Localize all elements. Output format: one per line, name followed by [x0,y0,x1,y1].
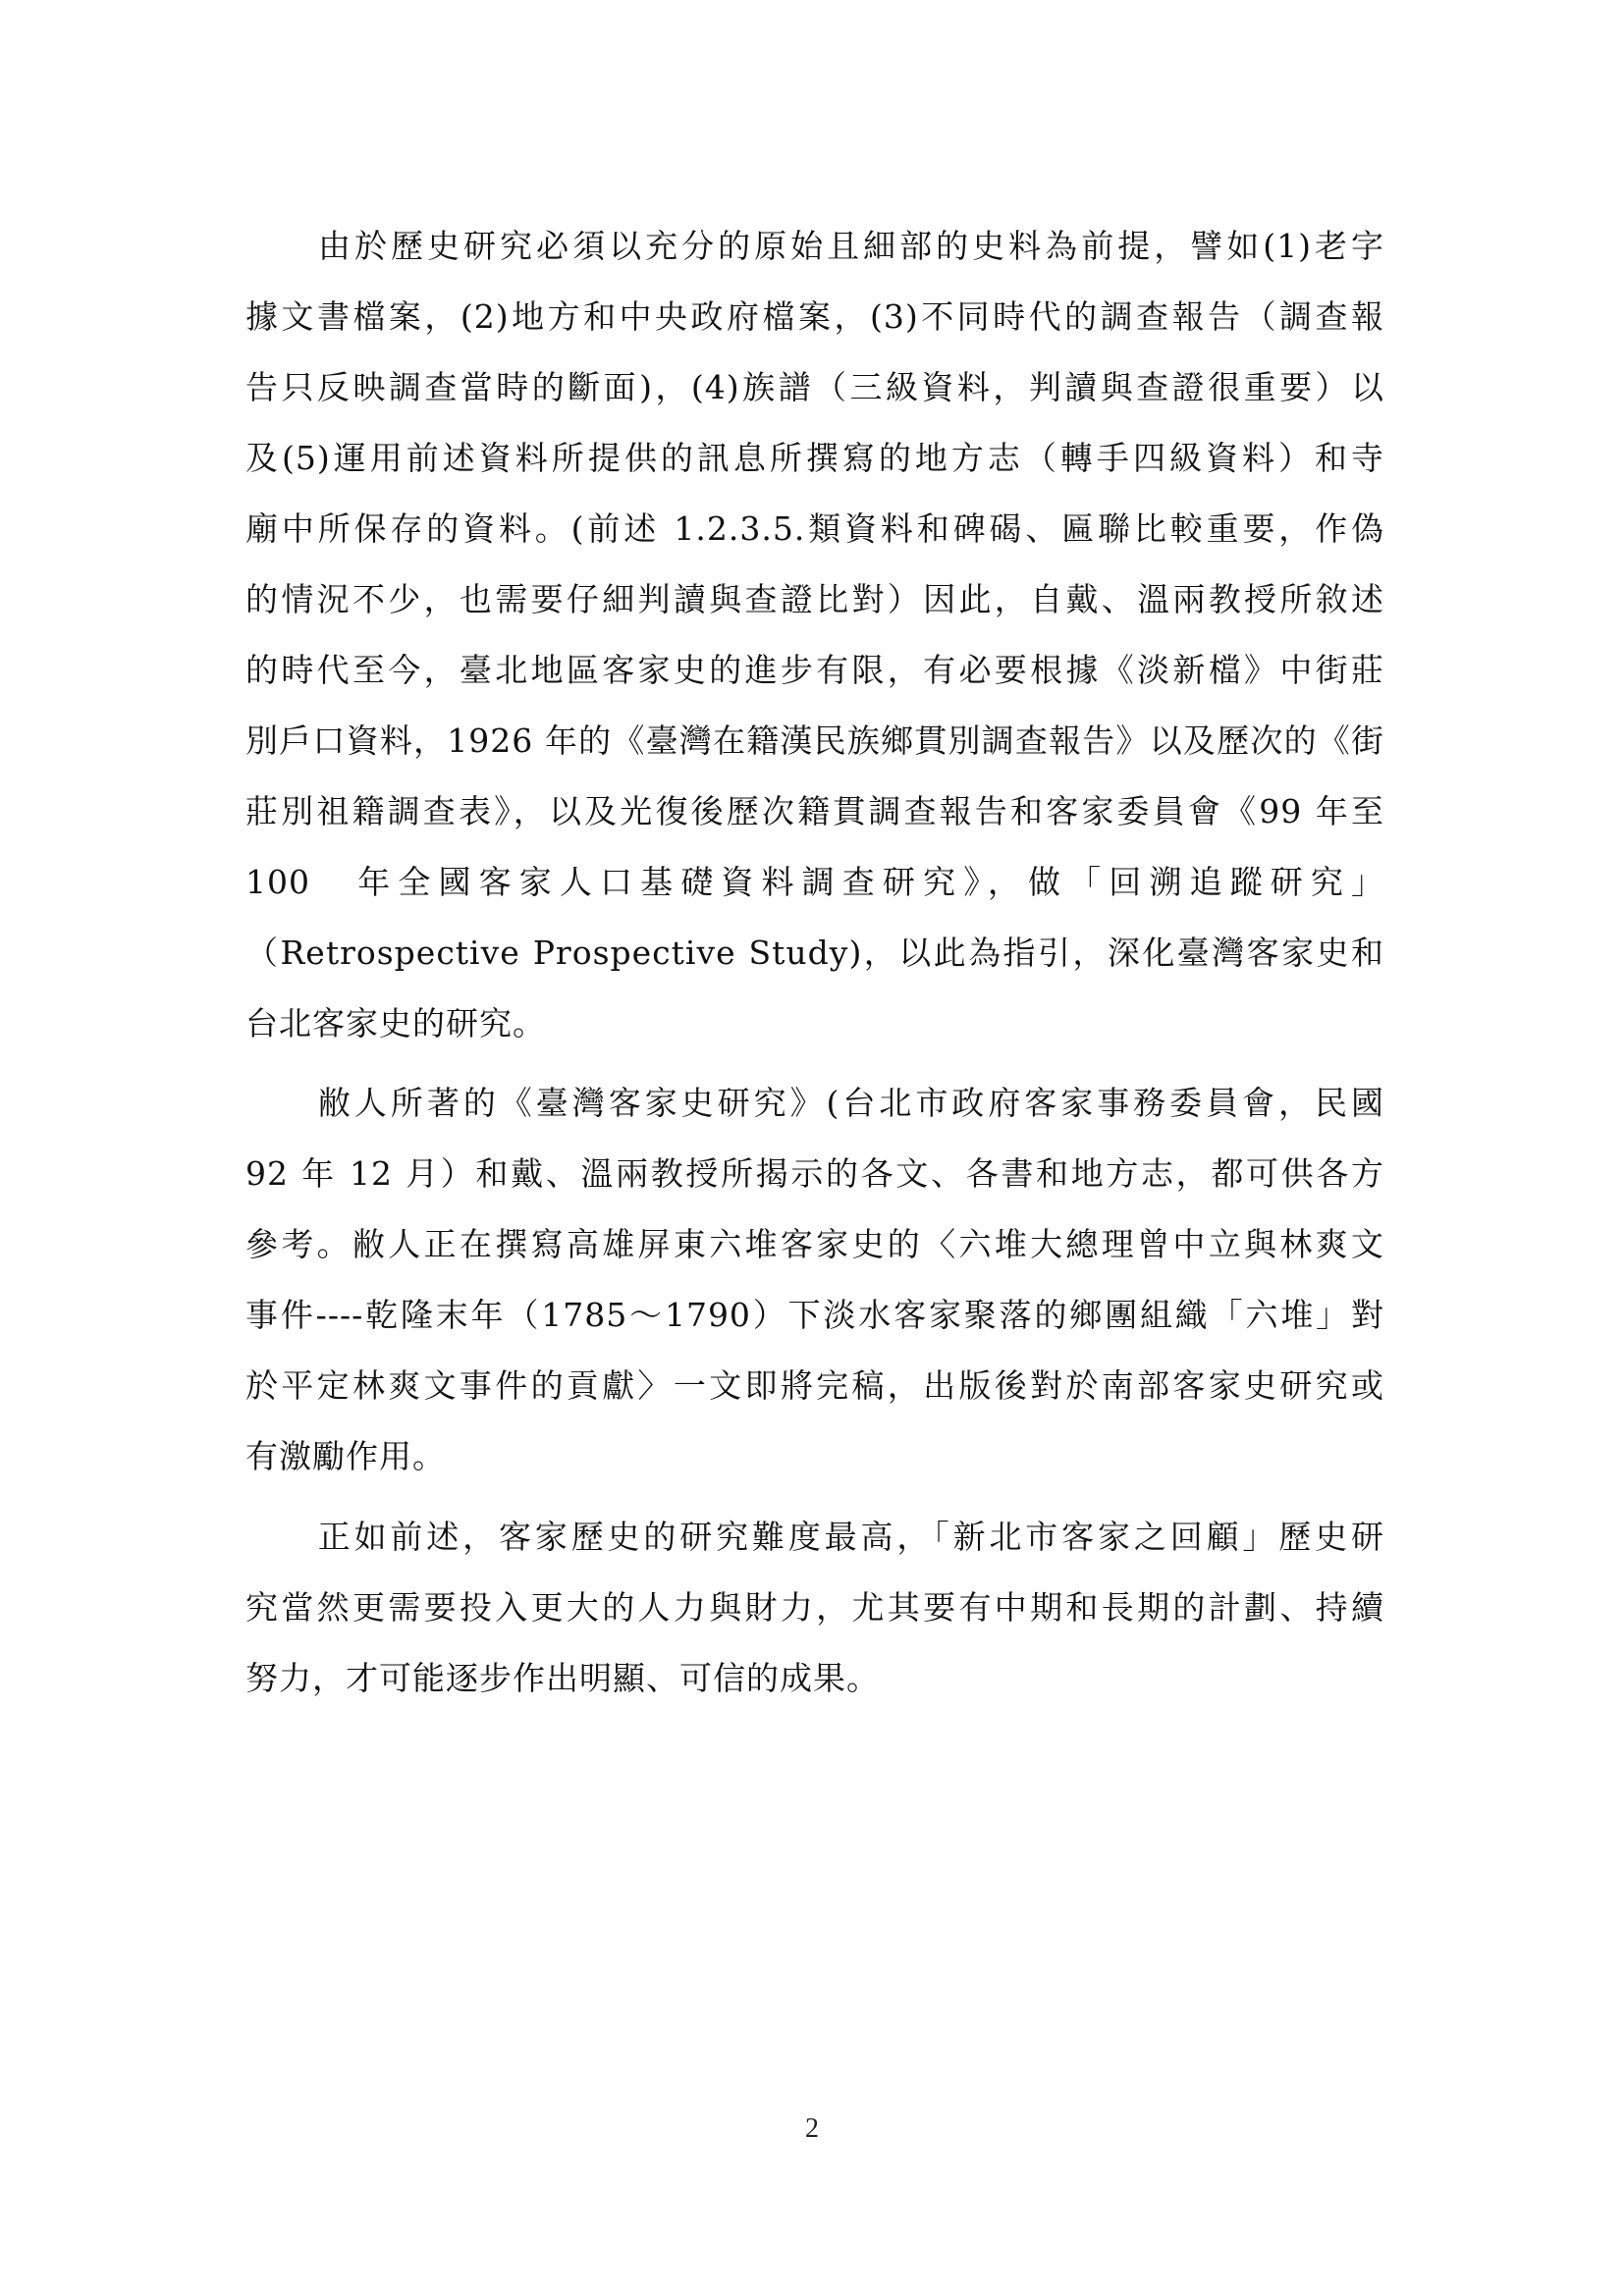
text-line: 別戶口資料，1926 年的《臺灣在籍漢民族鄉貫別調查報告》以及歷次的《街 [245,721,1384,760]
text-line: 的時代至今，臺北地區客家史的進步有限，有必要根據《淡新檔》中街莊 [245,651,1384,689]
paragraph-3 [245,1502,1384,1714]
page-number: 2 [805,2113,819,2144]
text-line: 100 年全國客家人口基礎資料調查研究》，做「回溯追蹤研究」 [245,863,1384,901]
text-line: 於平定林爽文事件的貢獻〉一文即將完稿，出版後對於南部客家史研究或 [245,1366,1384,1405]
text-line: 告只反映調查當時的斷面)，(4)族譜（三級資料，判讀與查證很重要）以 [245,368,1384,406]
paragraph-2 [245,1068,1384,1492]
paragraph-text [245,1068,1384,1492]
text-line: 據文書檔案，(2)地方和中央政府檔案，(3)不同時代的調查報告（調查報 [245,297,1384,336]
text-line: 有激勵作用。 [245,1437,446,1475]
text-line: 及(5)運用前述資料所提供的訊息所撰寫的地方志（轉手四級資料）和寺 [245,439,1384,477]
text-line: 92 年 12 月）和戴、溫兩教授所揭示的各文、各書和地方志，都可供各方 [245,1154,1384,1193]
paragraph-text [245,211,1384,1059]
text-line: 參考。敝人正在撰寫高雄屏東六堆客家史的〈六堆大總理曾中立與林爽文 [245,1225,1384,1263]
text-line: 的情況不少，也需要仔細判讀與查證比對）因此，自戴、溫兩教授所敘述 [245,580,1384,618]
text-line: 事件----乾隆末年（1785～1790）下淡水客家聚落的鄉團組織「六堆」對 [245,1296,1384,1334]
text-line: 廟中所保存的資料。(前述 1.2.3.5.類資料和碑碣、匾聯比較重要，作偽 [245,509,1384,548]
paragraph-1 [245,211,1384,1059]
paragraph-text [245,1502,1384,1714]
text-line: 究當然更需要投入更大的人力與財力，尤其要有中期和長期的計劃、持續 [245,1588,1384,1627]
text-line: 莊別祖籍調查表》，以及光復後歷次籍貫調查報告和客家委員會《99 年至 [245,792,1384,830]
text-line: （Retrospective Prospective Study)，以此為指引，深化臺灣客家史和 [245,934,1384,972]
text-line: 努力，才可能逐步作出明顯、可信的成果。 [245,1659,880,1697]
text-line: 正如前述，客家歷史的研究難度最高，「新北市客家之回顧」歷史研 [245,1518,1384,1556]
text-line: 敝人所著的《臺灣客家史研究》(台北市政府客家事務委員會，民國 [245,1084,1384,1122]
text-line: 由於歷史研究必須以充分的原始且細部的史料為前提，譬如(1)老字 [245,227,1384,265]
text-line: 台北客家史的研究。 [245,1004,546,1042]
